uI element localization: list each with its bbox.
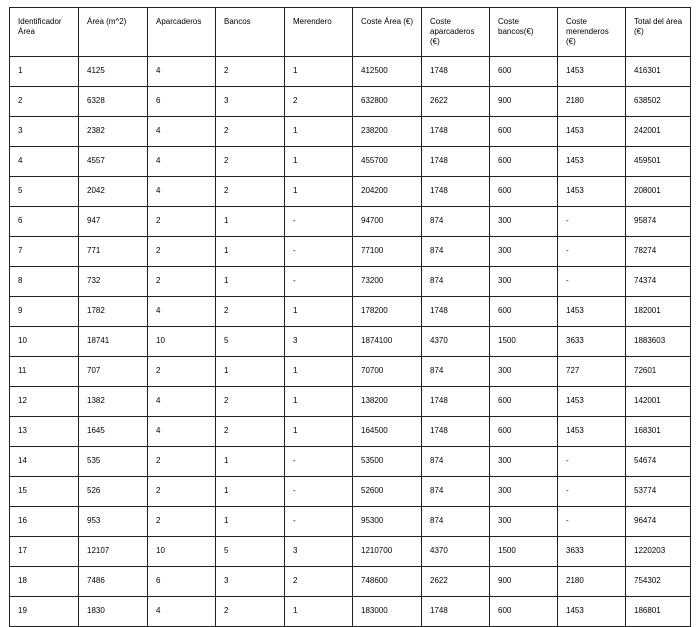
cell-merendero: -	[285, 477, 353, 507]
cell-coste-merenderos: 1453	[558, 387, 626, 417]
cell-bancos: 3	[216, 87, 285, 117]
column-header-area-m2: Área (m^2)	[79, 8, 148, 57]
cell-merendero: 1	[285, 597, 353, 627]
column-header-id-area: Identificador Área	[10, 8, 79, 57]
table-row	[10, 177, 691, 207]
cell-coste-bancos: 600	[490, 387, 558, 417]
cell-coste-bancos: 300	[490, 507, 558, 537]
cell-area-m2: 947	[79, 207, 148, 237]
cell-total-area: 168301	[626, 417, 691, 447]
cell-bancos: 2	[216, 177, 285, 207]
cell-aparcaderos: 2	[148, 237, 216, 267]
cell-total-area: 53774	[626, 477, 691, 507]
cell-coste-bancos: 300	[490, 207, 558, 237]
table-row	[10, 87, 691, 117]
cell-bancos: 2	[216, 387, 285, 417]
cell-total-area: 208001	[626, 177, 691, 207]
cell-coste-aparcaderos: 4370	[422, 537, 490, 567]
table-body	[10, 57, 691, 627]
table-row	[10, 387, 691, 417]
cell-id-area: 13	[10, 417, 79, 447]
cell-merendero: 1	[285, 57, 353, 87]
table-row	[10, 57, 691, 87]
cell-aparcaderos: 6	[148, 567, 216, 597]
cell-aparcaderos: 4	[148, 177, 216, 207]
cell-merendero: 1	[285, 117, 353, 147]
cell-coste-aparcaderos: 1748	[422, 57, 490, 87]
cell-coste-area: 53500	[353, 447, 422, 477]
cell-aparcaderos: 2	[148, 447, 216, 477]
cell-coste-area: 73200	[353, 267, 422, 297]
cell-total-area: 95874	[626, 207, 691, 237]
cell-coste-aparcaderos: 874	[422, 237, 490, 267]
cell-coste-area: 632800	[353, 87, 422, 117]
cell-coste-aparcaderos: 874	[422, 357, 490, 387]
cell-coste-area: 52600	[353, 477, 422, 507]
cell-id-area: 4	[10, 147, 79, 177]
cell-area-m2: 2382	[79, 117, 148, 147]
cell-bancos: 1	[216, 507, 285, 537]
cell-coste-merenderos: -	[558, 267, 626, 297]
cell-id-area: 19	[10, 597, 79, 627]
cell-area-m2: 2042	[79, 177, 148, 207]
cell-area-m2: 1645	[79, 417, 148, 447]
cell-coste-bancos: 600	[490, 297, 558, 327]
cell-merendero: 1	[285, 387, 353, 417]
cell-bancos: 1	[216, 477, 285, 507]
cell-coste-merenderos: -	[558, 447, 626, 477]
cell-merendero: -	[285, 447, 353, 477]
cell-coste-merenderos: 1453	[558, 417, 626, 447]
cell-area-m2: 1382	[79, 387, 148, 417]
cell-area-m2: 1830	[79, 597, 148, 627]
cell-coste-area: 412500	[353, 57, 422, 87]
column-header-coste-area: Coste Área (€)	[353, 8, 422, 57]
cell-coste-merenderos: 3633	[558, 327, 626, 357]
cell-coste-bancos: 300	[490, 237, 558, 267]
table-row	[10, 327, 691, 357]
cell-bancos: 2	[216, 57, 285, 87]
table-row	[10, 537, 691, 567]
table-row	[10, 147, 691, 177]
cell-total-area: 1220203	[626, 537, 691, 567]
cell-coste-bancos: 600	[490, 177, 558, 207]
cell-coste-area: 455700	[353, 147, 422, 177]
cell-aparcaderos: 10	[148, 537, 216, 567]
cell-coste-aparcaderos: 1748	[422, 297, 490, 327]
cell-bancos: 2	[216, 597, 285, 627]
cell-id-area: 7	[10, 237, 79, 267]
cell-area-m2: 7486	[79, 567, 148, 597]
cell-merendero: 1	[285, 417, 353, 447]
cell-coste-merenderos: 1453	[558, 297, 626, 327]
cell-id-area: 2	[10, 87, 79, 117]
table-row	[10, 597, 691, 627]
cell-aparcaderos: 4	[148, 117, 216, 147]
cell-total-area: 72601	[626, 357, 691, 387]
cell-coste-bancos: 300	[490, 357, 558, 387]
cell-merendero: 1	[285, 357, 353, 387]
cell-aparcaderos: 4	[148, 597, 216, 627]
cell-coste-merenderos: 727	[558, 357, 626, 387]
column-header-coste-bancos: Coste bancos(€)	[490, 8, 558, 57]
table-row	[10, 417, 691, 447]
cell-coste-area: 138200	[353, 387, 422, 417]
cell-coste-bancos: 600	[490, 417, 558, 447]
cell-aparcaderos: 2	[148, 507, 216, 537]
cell-id-area: 8	[10, 267, 79, 297]
cell-bancos: 1	[216, 237, 285, 267]
cell-merendero: -	[285, 267, 353, 297]
cell-total-area: 186801	[626, 597, 691, 627]
cell-coste-merenderos: 1453	[558, 147, 626, 177]
table-row	[10, 507, 691, 537]
cell-bancos: 5	[216, 537, 285, 567]
cell-merendero: -	[285, 207, 353, 237]
cell-id-area: 15	[10, 477, 79, 507]
column-header-coste-merenderos: Coste merenderos (€)	[558, 8, 626, 57]
cell-merendero: 2	[285, 567, 353, 597]
cell-merendero: 1	[285, 297, 353, 327]
cell-coste-aparcaderos: 874	[422, 477, 490, 507]
cell-id-area: 12	[10, 387, 79, 417]
cell-coste-aparcaderos: 2622	[422, 567, 490, 597]
cell-area-m2: 12107	[79, 537, 148, 567]
areas-cost-table	[9, 7, 691, 627]
table-row	[10, 357, 691, 387]
cell-coste-merenderos: -	[558, 507, 626, 537]
cell-coste-merenderos: 1453	[558, 177, 626, 207]
cell-merendero: -	[285, 507, 353, 537]
cell-area-m2: 4557	[79, 147, 148, 177]
cell-coste-area: 204200	[353, 177, 422, 207]
cell-area-m2: 732	[79, 267, 148, 297]
cell-coste-aparcaderos: 874	[422, 447, 490, 477]
cell-bancos: 2	[216, 417, 285, 447]
cell-coste-aparcaderos: 1748	[422, 177, 490, 207]
cell-aparcaderos: 4	[148, 417, 216, 447]
cell-coste-bancos: 600	[490, 57, 558, 87]
cell-area-m2: 771	[79, 237, 148, 267]
table-row	[10, 447, 691, 477]
cell-bancos: 2	[216, 297, 285, 327]
cell-area-m2: 707	[79, 357, 148, 387]
cell-coste-bancos: 300	[490, 477, 558, 507]
cell-coste-area: 183000	[353, 597, 422, 627]
table-row	[10, 207, 691, 237]
cell-aparcaderos: 10	[148, 327, 216, 357]
cell-coste-merenderos: 1453	[558, 597, 626, 627]
cell-coste-aparcaderos: 874	[422, 207, 490, 237]
cell-coste-merenderos: -	[558, 237, 626, 267]
cell-aparcaderos: 2	[148, 267, 216, 297]
cell-coste-aparcaderos: 874	[422, 267, 490, 297]
cell-area-m2: 18741	[79, 327, 148, 357]
cell-id-area: 16	[10, 507, 79, 537]
cell-id-area: 11	[10, 357, 79, 387]
cell-area-m2: 526	[79, 477, 148, 507]
column-header-merendero: Merendero	[285, 8, 353, 57]
cell-total-area: 416301	[626, 57, 691, 87]
cell-area-m2: 4125	[79, 57, 148, 87]
cell-id-area: 5	[10, 177, 79, 207]
cell-bancos: 3	[216, 567, 285, 597]
table-row	[10, 117, 691, 147]
cell-coste-bancos: 300	[490, 267, 558, 297]
column-header-coste-aparcaderos: Coste aparcaderos (€)	[422, 8, 490, 57]
cell-id-area: 17	[10, 537, 79, 567]
cell-area-m2: 535	[79, 447, 148, 477]
cell-id-area: 10	[10, 327, 79, 357]
cell-bancos: 1	[216, 357, 285, 387]
cell-coste-bancos: 600	[490, 117, 558, 147]
cell-total-area: 242001	[626, 117, 691, 147]
table-row	[10, 237, 691, 267]
cell-coste-merenderos: 1453	[558, 117, 626, 147]
cell-id-area: 3	[10, 117, 79, 147]
cell-aparcaderos: 4	[148, 57, 216, 87]
table-row	[10, 477, 691, 507]
cell-total-area: 1883603	[626, 327, 691, 357]
cell-coste-bancos: 300	[490, 447, 558, 477]
cell-merendero: 3	[285, 537, 353, 567]
cell-area-m2: 953	[79, 507, 148, 537]
cell-total-area: 78274	[626, 237, 691, 267]
cell-coste-aparcaderos: 1748	[422, 387, 490, 417]
cell-coste-area: 77100	[353, 237, 422, 267]
cell-id-area: 14	[10, 447, 79, 477]
cell-aparcaderos: 2	[148, 357, 216, 387]
cell-coste-aparcaderos: 1748	[422, 117, 490, 147]
cell-total-area: 754302	[626, 567, 691, 597]
cell-aparcaderos: 4	[148, 387, 216, 417]
table-row	[10, 267, 691, 297]
cell-coste-bancos: 1500	[490, 537, 558, 567]
cell-coste-bancos: 900	[490, 87, 558, 117]
cell-merendero: -	[285, 237, 353, 267]
cell-coste-merenderos: -	[558, 207, 626, 237]
cell-id-area: 1	[10, 57, 79, 87]
column-header-total-area: Total del área (€)	[626, 8, 691, 57]
cell-coste-bancos: 600	[490, 147, 558, 177]
cell-total-area: 142001	[626, 387, 691, 417]
cell-merendero: 1	[285, 177, 353, 207]
cell-total-area: 54674	[626, 447, 691, 477]
cell-total-area: 182001	[626, 297, 691, 327]
cell-bancos: 1	[216, 267, 285, 297]
cell-area-m2: 1782	[79, 297, 148, 327]
cell-coste-merenderos: 2180	[558, 567, 626, 597]
header-row	[10, 8, 691, 57]
cell-coste-merenderos: 1453	[558, 57, 626, 87]
column-header-bancos: Bancos	[216, 8, 285, 57]
column-header-aparcaderos: Aparcaderos	[148, 8, 216, 57]
cell-merendero: 3	[285, 327, 353, 357]
cell-aparcaderos: 4	[148, 297, 216, 327]
cell-coste-bancos: 600	[490, 597, 558, 627]
cell-coste-area: 164500	[353, 417, 422, 447]
cell-total-area: 459501	[626, 147, 691, 177]
table-row	[10, 567, 691, 597]
cell-coste-merenderos: -	[558, 477, 626, 507]
cell-coste-area: 178200	[353, 297, 422, 327]
cell-bancos: 2	[216, 117, 285, 147]
cell-coste-area: 748600	[353, 567, 422, 597]
cell-coste-aparcaderos: 1748	[422, 597, 490, 627]
table-row	[10, 297, 691, 327]
cell-aparcaderos: 2	[148, 477, 216, 507]
cell-coste-aparcaderos: 1748	[422, 147, 490, 177]
cell-id-area: 9	[10, 297, 79, 327]
cell-merendero: 2	[285, 87, 353, 117]
cell-aparcaderos: 6	[148, 87, 216, 117]
cell-aparcaderos: 4	[148, 147, 216, 177]
cell-coste-area: 94700	[353, 207, 422, 237]
cell-id-area: 6	[10, 207, 79, 237]
cell-coste-aparcaderos: 1748	[422, 417, 490, 447]
cell-bancos: 1	[216, 207, 285, 237]
cell-total-area: 96474	[626, 507, 691, 537]
cell-aparcaderos: 2	[148, 207, 216, 237]
cell-total-area: 638502	[626, 87, 691, 117]
cell-merendero: 1	[285, 147, 353, 177]
cell-coste-aparcaderos: 874	[422, 507, 490, 537]
cell-coste-area: 238200	[353, 117, 422, 147]
cell-total-area: 74374	[626, 267, 691, 297]
cell-bancos: 2	[216, 147, 285, 177]
cell-coste-area: 1874100	[353, 327, 422, 357]
cell-bancos: 1	[216, 447, 285, 477]
cell-coste-aparcaderos: 2622	[422, 87, 490, 117]
cell-coste-bancos: 1500	[490, 327, 558, 357]
cell-coste-bancos: 900	[490, 567, 558, 597]
cell-coste-aparcaderos: 4370	[422, 327, 490, 357]
cell-coste-merenderos: 2180	[558, 87, 626, 117]
cell-id-area: 18	[10, 567, 79, 597]
cell-coste-merenderos: 3633	[558, 537, 626, 567]
cell-bancos: 5	[216, 327, 285, 357]
cell-coste-area: 95300	[353, 507, 422, 537]
cell-coste-area: 70700	[353, 357, 422, 387]
cell-area-m2: 6328	[79, 87, 148, 117]
cell-coste-area: 1210700	[353, 537, 422, 567]
